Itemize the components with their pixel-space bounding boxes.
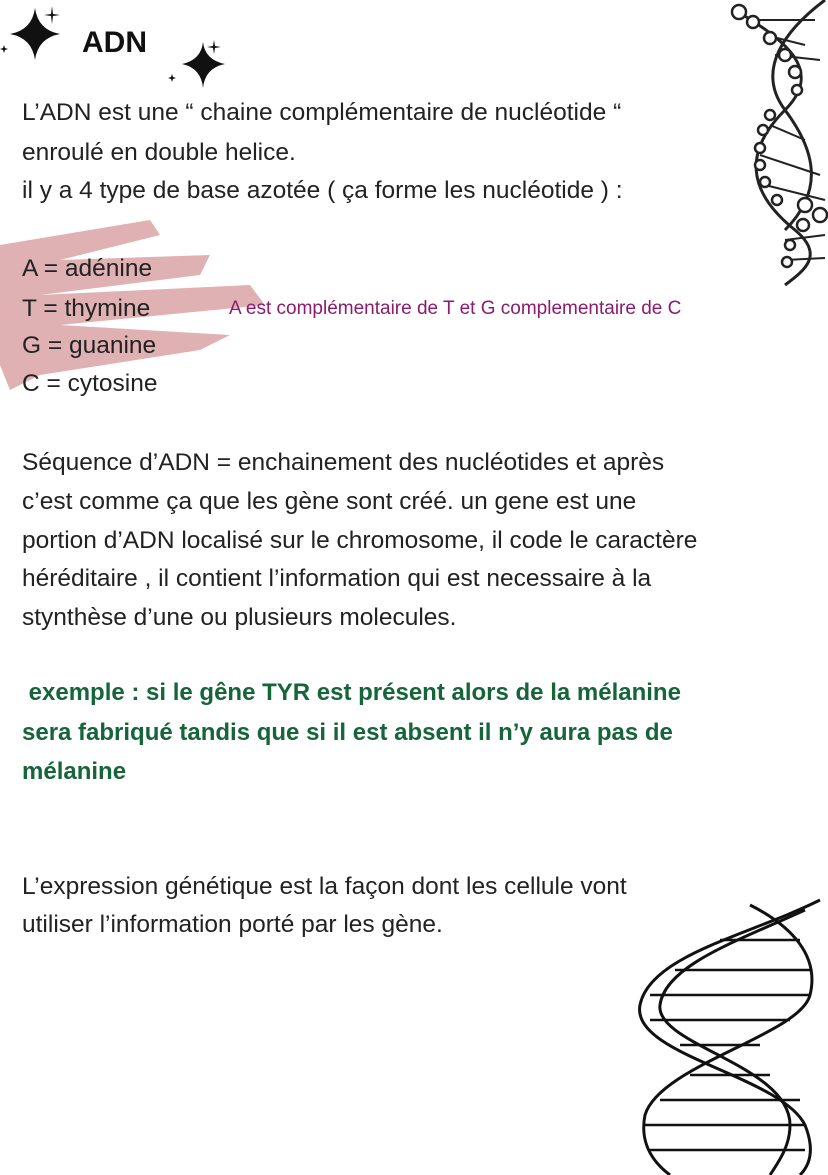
dna-helix-icon (725, 0, 828, 300)
dna-helix-icon (630, 895, 828, 1175)
example-line: mélanine (22, 758, 127, 785)
intro-line: enroulé en double helice. (22, 139, 296, 166)
intro-line: L’ADN est une “ chaine complémentaire de nucléotide “ (22, 99, 622, 126)
base-adenine: A = adénine (22, 255, 153, 282)
sequence-line: Séquence d’ADN = enchainement des nucléotides et après (22, 449, 665, 476)
expression-line: utiliser l’information porté par les gène. (22, 911, 443, 938)
complement-note: A est complémentaire de T et G complementaire de C (229, 298, 682, 319)
base-guanine: G = guanine (22, 332, 157, 359)
sequence-line: stynthèse d’une ou plusieurs molecules. (22, 604, 457, 631)
base-thymine: T = thymine (22, 295, 151, 322)
sequence-line: héréditaire , il contient l’information qui est necessaire à la (22, 565, 652, 592)
intro-line: il y a 4 type de base azotée ( ça forme les nucléotide ) : (22, 177, 623, 204)
expression-line: L’expression génétique est la façon dont les cellule vont (22, 873, 627, 900)
example-line: sera fabriqué tandis que si il est absent il n’y aura pas de (22, 719, 673, 746)
example-line: exemple : si le gêne TYR est présent alors de la mélanine (22, 679, 681, 706)
page-title: ADN (82, 26, 147, 59)
base-cytosine: C = cytosine (22, 370, 158, 397)
sequence-line: portion d’ADN localisé sur le chromosome, il code le caractère (22, 527, 698, 554)
sequence-line: c’est comme ça que les gène sont créé. un gene est une (22, 488, 637, 515)
